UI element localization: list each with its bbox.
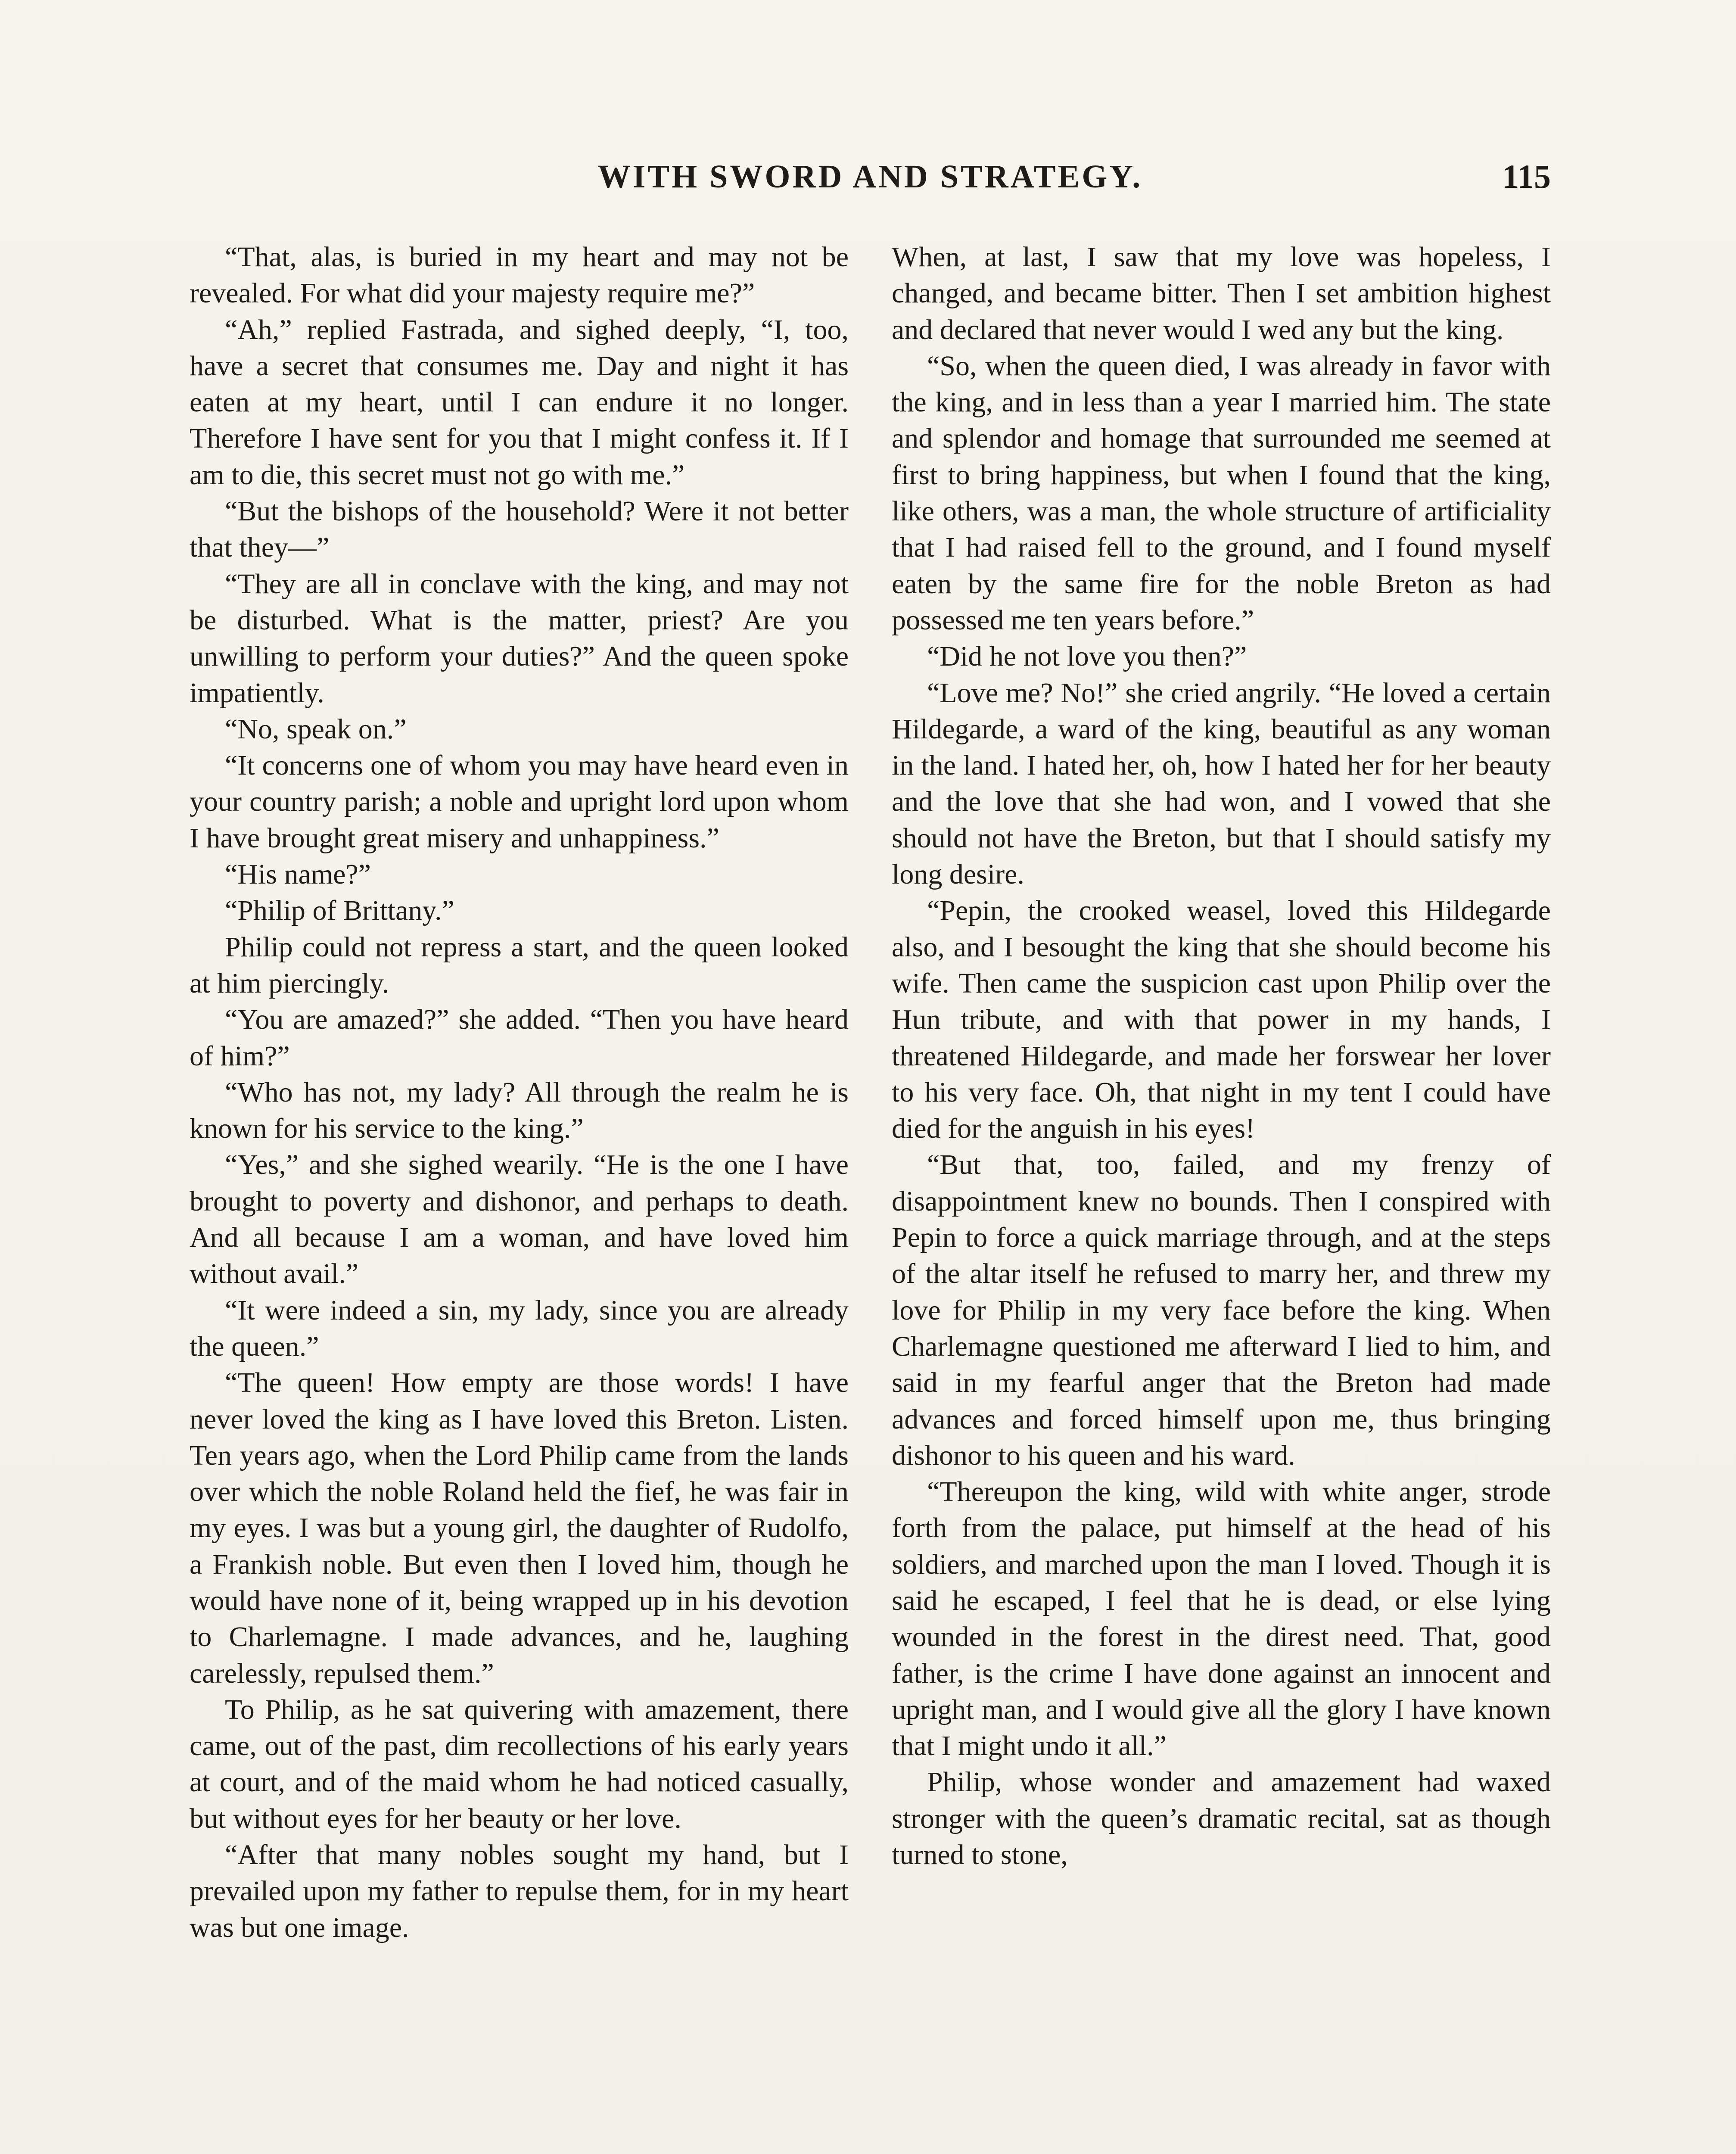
paragraph: “The queen! How empty are those words! I have never loved the king as I have loved this Breton. Listen. Ten years ago, when the Lord Philip came from the lands over which the noble Roland held the fief, he was fair in my eyes. I was but a young girl, the daughter of Rudolfo, a Frankish noble. But even then I loved him, though he would have none of it, being wrapped up in his devotion to Charlemagne. I made advances, and he, laughing carelessly, repulsed them.” <box>190 1367 849 1689</box>
paragraph: “Love me? No!” she cried angrily. “He loved a certain Hildegarde, a ward of the king, beautiful as any woman in the land. I hated her, oh, how I hated her for her beauty and the love that she had won, and I vowed that she should not have the Breton, but that I should satisfy my long desire. <box>892 677 1551 890</box>
paragraph: “So, when the queen died, I was already in favor with the king, and in less than a year I married him. The state and splendor and homage that surrounded me seemed at first to bring happiness, but when I found that the king, like others, was a man, the whole structure of artificiality that I had raised fell to the ground, and I found myself eaten by the same fire for the noble Breton as had possessed me ten years before.” <box>892 350 1551 636</box>
paragraph: “But the bishops of the household? Were it not better that they—” <box>190 495 849 563</box>
running-head <box>190 153 1551 200</box>
paragraph: “They are all in conclave with the king, and may not be disturbed. What is the matter, priest? Are you unwilling to perform your duties?” And the queen spoke impatiently. <box>190 568 849 709</box>
paragraph: “Did he not love you then?” <box>927 641 1247 672</box>
paragraph: “It were indeed a sin, my lady, since you are already the queen.” <box>190 1294 849 1362</box>
paragraph: “Ah,” replied Fastrada, and sighed deeply, “I, too, have a secret that consumes me. Day and night it has eaten at my heart, until I can endure it no longer. Therefore I have sent for you that I might confess it. If I am to die, this secret must not go with me.” <box>190 314 849 491</box>
paragraph: “It concerns one of whom you may have heard even in your country parish; a noble and upright lord upon whom I have brought great misery and unhappiness.” <box>190 750 849 854</box>
left-text-column <box>190 239 849 2154</box>
paragraph: Philip could not repress a start, and the queen looked at him piercingly. <box>190 931 849 999</box>
paragraph: “Pepin, the crooked weasel, loved this Hildegarde also, and I besought the king that she should become his wife. Then came the suspicion cast upon Philip over the Hun tribute, and with that power in my hands, I threatened Hildegarde, and made her forswear her lover to his very face. Oh, that night in my tent I could have died for the anguish in his eyes! <box>892 895 1551 1145</box>
paragraph: “But that, too, failed, and my frenzy of disappointment knew no bounds. Then I conspired with Pepin to force a quick marriage through, and at the steps of the altar itself he refused to marry her, and threw my love for Philip in my very face before the king. When Charlemagne questioned me afterward I lied to him, and said in my fearful anger that the Breton had made advances and forced himself upon me, thus bringing dishonor to his queen and his ward. <box>892 1149 1551 1471</box>
paragraph: To Philip, as he sat quivering with amazement, there came, out of the past, dim recollections of his early years at court, and of the maid whom he had noticed casually, but without eyes for her beauty or her love. <box>190 1693 849 1834</box>
page-number: 115 <box>1502 158 1551 195</box>
paragraph: “Philip of Brittany.” <box>225 895 454 927</box>
paragraph: “Who has not, my lady? All through the realm he is known for his service to the king.” <box>190 1076 849 1145</box>
right-text-column <box>892 239 1551 2154</box>
paragraph: “His name?” <box>225 859 371 890</box>
paragraph: “After that many nobles sought my hand, but I prevailed upon my father to repulse them, for in my heart was but one image. <box>190 1839 849 1943</box>
paragraph: “No, speak on.” <box>225 713 407 745</box>
paragraph: “Yes,” and she sighed wearily. “He is the one I have brought to poverty and dishonor, and perhaps to death. And all because I am a woman, and have loved him without avail.” <box>190 1149 849 1290</box>
paragraph: “You are amazed?” she added. “Then you have heard of him?” <box>190 1004 849 1072</box>
paragraph: Philip, whose wonder and amazement had waxed stronger with the queen’s dramatic recital, sat as though turned to stone, <box>892 1766 1551 1871</box>
continued-paragraph: When, at last, I saw that my love was hopeless, I changed, and became bitter. Then I set ambition highest and declared that never would I wed any but the king. <box>892 241 1551 346</box>
paragraph: “That, alas, is buried in my heart and may not be revealed. For what did your majesty require me?” <box>190 241 849 309</box>
paragraph: “Thereupon the king, wild with white anger, strode forth from the palace, put himself at the head of his soldiers, and marched upon the man I loved. Though it is said he escaped, I feel that he is dead, or else lying wounded in the forest in the direst need. That, good father, is the crime I have done against an innocent and upright man, and I would give all the glory I have known that I might undo it all.” <box>892 1476 1551 1762</box>
running-title: WITH SWORD AND STRATEGY. <box>597 159 1143 195</box>
